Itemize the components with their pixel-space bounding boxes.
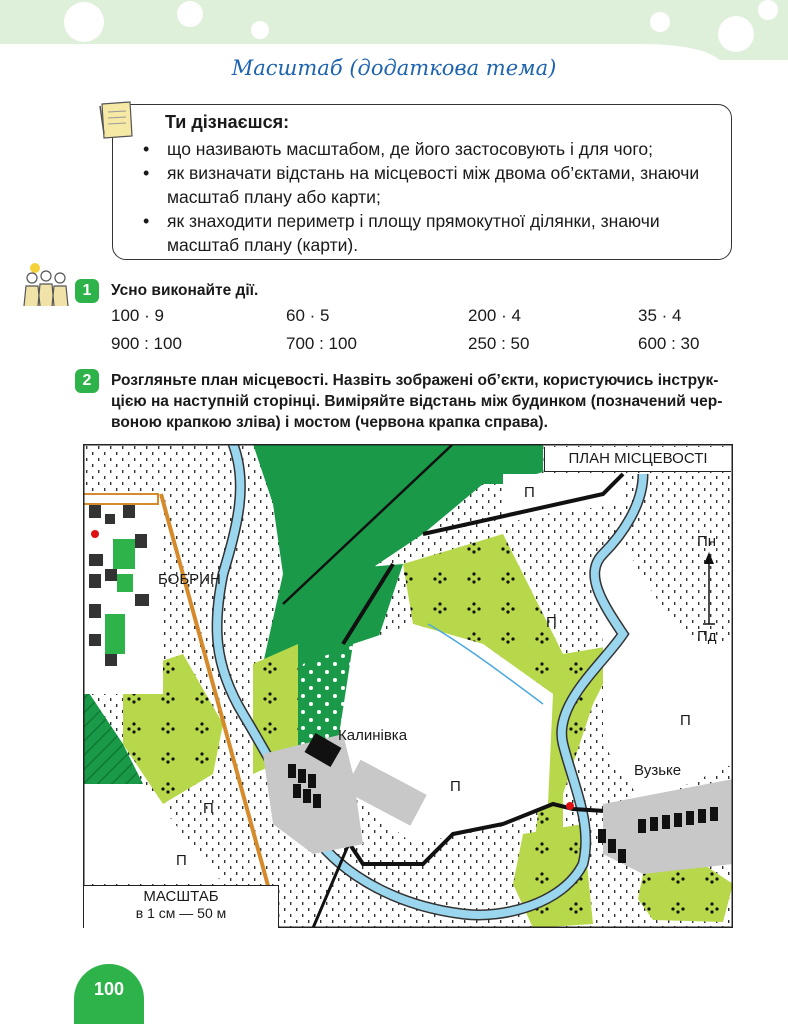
house-marker bbox=[91, 530, 99, 538]
exercise-item: 600 : 30 bbox=[638, 334, 700, 353]
scale-box bbox=[84, 885, 279, 928]
map-label-south: Пд bbox=[697, 628, 717, 645]
map-label-north: Пн bbox=[697, 533, 717, 550]
exercise-item: 60 · 5 bbox=[286, 306, 330, 325]
task-instruction: Усно виконайте дії. bbox=[111, 282, 259, 299]
exercise-item: 100 · 9 bbox=[111, 306, 164, 325]
map-label-p: П bbox=[524, 484, 535, 501]
task-instruction-line: Розгляньте план місцевості. Назвіть зображені об’єкти, користуючись інструк- bbox=[111, 372, 719, 389]
map-label-p: П bbox=[203, 800, 214, 817]
page-title: Масштаб (додаткова тема) bbox=[231, 56, 557, 80]
task-number: 1 bbox=[75, 279, 99, 303]
learn-item: • як визначати відстань на місцевості між двома об’єктами, знаючи масштаб плану або карти; bbox=[143, 161, 707, 209]
scale-value: в 1 см — 50 м bbox=[135, 905, 227, 921]
map-title: ПЛАН МІСЦЕВОСТІ bbox=[544, 447, 731, 472]
scale-title: МАСШТАБ bbox=[143, 888, 219, 905]
map-label-p: П bbox=[546, 614, 557, 631]
task-instruction-line: воною крапкою зліва) і мостом (червона крапка справа). bbox=[111, 414, 548, 431]
learn-item: • як знаходити периметр і площу прямокутної ділянки, знаючи масштаб плану (карти). bbox=[143, 209, 687, 257]
group-idea-icon bbox=[20, 262, 72, 310]
bridge-marker bbox=[566, 802, 574, 810]
learn-box bbox=[112, 104, 732, 260]
learn-list bbox=[143, 137, 707, 257]
map-label-p: П bbox=[450, 778, 461, 795]
map-label-bobryn: БОБРИН bbox=[158, 571, 221, 588]
learn-item: • що називають масштабом, де його застосовують і для чого; bbox=[143, 137, 707, 161]
exercise-item: 35 · 4 bbox=[638, 306, 682, 325]
exercise-item: 250 : 50 bbox=[468, 334, 530, 353]
map-label-p: П bbox=[680, 712, 691, 729]
task-instruction-line: цією на наступній сторінці. Виміряйте відстань між будинком (позначений чер- bbox=[111, 393, 723, 410]
map-label-p: П bbox=[176, 852, 187, 869]
page-number: 100 bbox=[74, 964, 144, 1024]
header-decoration bbox=[0, 0, 788, 60]
exercise-item: 200 · 4 bbox=[468, 306, 521, 325]
task-number: 2 bbox=[75, 369, 99, 393]
settlement-bobryn bbox=[83, 494, 163, 694]
notepad-icon bbox=[96, 98, 136, 142]
learn-heading: Ти дізнаєшся: bbox=[165, 112, 290, 132]
map-label-vuzke: Вузьке bbox=[634, 762, 682, 779]
exercise-item: 700 : 100 bbox=[286, 334, 357, 353]
exercise-item: 900 : 100 bbox=[111, 334, 182, 353]
map-label-kalynivka: Калинівка bbox=[338, 727, 408, 744]
